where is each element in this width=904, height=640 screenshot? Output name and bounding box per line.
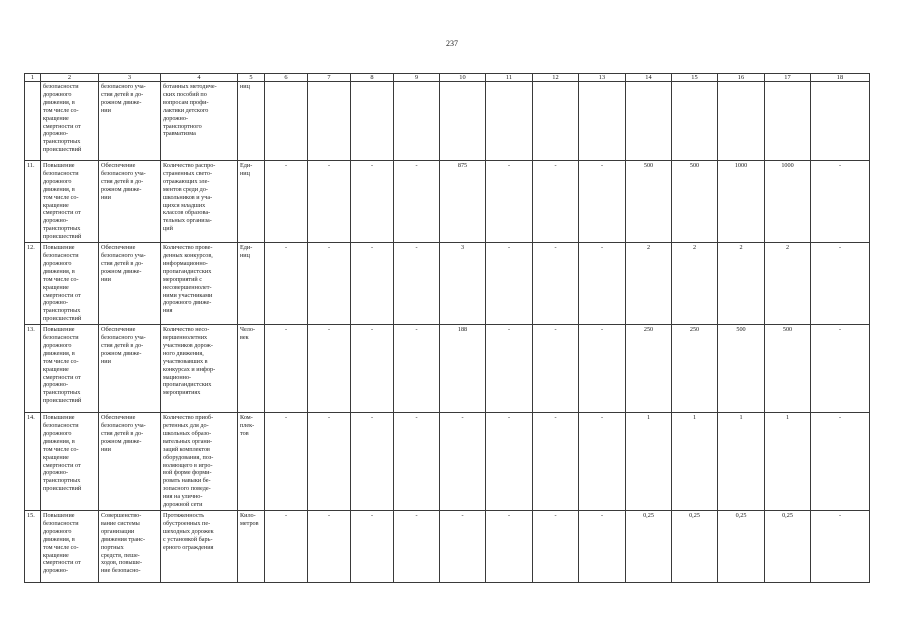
cell-line: кращение bbox=[43, 201, 69, 209]
cell-line: дорожного bbox=[43, 177, 72, 185]
cell-line: дорожно- bbox=[43, 130, 69, 138]
cell-line: Количество несо- bbox=[163, 326, 210, 334]
value-cell: 250 bbox=[672, 325, 718, 413]
value-cell: - bbox=[811, 161, 870, 243]
cell-line: травматизма bbox=[163, 130, 196, 138]
cell-line: воляющего в игро- bbox=[163, 461, 213, 469]
value-cell: 0,25 bbox=[672, 511, 718, 583]
cell-line: стия детей в до- bbox=[101, 341, 144, 349]
cell-line: Совершенство- bbox=[101, 512, 142, 519]
cell-line: лактики детского bbox=[163, 106, 209, 114]
value-cell: - bbox=[579, 161, 626, 243]
cell-line: транспортного bbox=[163, 122, 202, 130]
cell-line: плек- bbox=[240, 422, 255, 430]
cell-line: безопасного уча- bbox=[101, 422, 146, 430]
text-cell-c4 bbox=[161, 511, 238, 583]
cell-line: безопасного уча- bbox=[101, 83, 146, 90]
table-row bbox=[25, 243, 870, 325]
cell-line: происшествий bbox=[43, 315, 82, 323]
value-cell: 0,25 bbox=[718, 511, 765, 583]
value-cell: - bbox=[308, 325, 351, 413]
cell-line: дорожно- bbox=[43, 381, 69, 389]
cell-line: зопасного поведе- bbox=[163, 485, 211, 493]
text-cell-c5 bbox=[238, 82, 265, 161]
cell-line: движения, в bbox=[43, 185, 75, 193]
text-cell-c3 bbox=[99, 243, 161, 325]
header-cell: 11 bbox=[486, 74, 533, 82]
cell-line: рожном движе- bbox=[101, 98, 142, 106]
cell-line: безопасности bbox=[43, 519, 79, 527]
value-cell: 2 bbox=[765, 243, 811, 325]
value-cell: - bbox=[308, 413, 351, 511]
value-cell bbox=[579, 82, 626, 161]
header-cell: 18 bbox=[811, 74, 870, 82]
cell-line: дорожного движе- bbox=[163, 299, 212, 307]
text-cell-c3 bbox=[99, 161, 161, 243]
value-cell: 0,25 bbox=[626, 511, 672, 583]
value-cell bbox=[765, 82, 811, 161]
cell-line: пропагандистских bbox=[163, 267, 212, 275]
value-cell: - bbox=[811, 511, 870, 583]
cell-line: безопасности bbox=[43, 334, 79, 342]
value-cell: 1 bbox=[626, 413, 672, 511]
value-cell: - bbox=[579, 413, 626, 511]
row-number-cell bbox=[25, 82, 41, 161]
cell-line: Повышение bbox=[43, 512, 75, 519]
cell-line: ние безопасно- bbox=[101, 567, 141, 575]
cell-line: ного движения, bbox=[163, 349, 204, 357]
value-cell: - bbox=[811, 325, 870, 413]
text-cell-c3 bbox=[99, 325, 161, 413]
cell-line: дорожного bbox=[43, 259, 72, 267]
cell-line: транспортных bbox=[43, 307, 81, 315]
cell-line: стия детей в до- bbox=[101, 259, 144, 267]
cell-line: шеходных дорожек bbox=[163, 527, 214, 535]
cell-line: происшествий bbox=[43, 146, 82, 154]
cell-line: ниц bbox=[240, 83, 250, 90]
cell-line: обустроенных пе- bbox=[163, 519, 211, 527]
table-row bbox=[25, 82, 870, 161]
cell-line: транспортных bbox=[43, 138, 81, 146]
cell-line: смертности от bbox=[43, 461, 81, 469]
cell-line: смертности от bbox=[43, 373, 81, 381]
value-cell: - bbox=[351, 413, 394, 511]
text-cell-c5 bbox=[238, 161, 265, 243]
text-cell-c5 bbox=[238, 325, 265, 413]
cell-line: том числе со- bbox=[43, 106, 79, 114]
cell-line: вание системы bbox=[101, 519, 140, 527]
value-cell bbox=[351, 82, 394, 161]
cell-line: нии bbox=[101, 106, 111, 114]
cell-line: школьников и уча- bbox=[163, 193, 213, 201]
cell-line: Количество прове- bbox=[163, 244, 213, 252]
value-cell bbox=[672, 82, 718, 161]
table-row bbox=[25, 161, 870, 243]
row-number-cell: 14. bbox=[25, 413, 41, 511]
text-cell-c4 bbox=[161, 243, 238, 325]
value-cell: 500 bbox=[718, 325, 765, 413]
cell-line: кращение bbox=[43, 283, 69, 291]
value-cell bbox=[811, 82, 870, 161]
cell-line: вопросам профи- bbox=[163, 98, 209, 106]
cell-line: ниц bbox=[240, 251, 250, 259]
cell-line: щихся младших bbox=[163, 201, 206, 209]
cell-line: Повышение bbox=[43, 244, 75, 252]
cell-line: том числе со- bbox=[43, 357, 79, 365]
value-cell: 2 bbox=[626, 243, 672, 325]
cell-line: Обеспечение bbox=[101, 162, 136, 169]
cell-line: дорожно- bbox=[43, 217, 69, 225]
text-cell-c2 bbox=[41, 243, 99, 325]
cell-line: Обеспечение bbox=[101, 414, 136, 422]
text-cell-c3 bbox=[99, 82, 161, 161]
cell-line: ментов среди до- bbox=[163, 185, 208, 193]
cell-line: пропагандистских bbox=[163, 381, 212, 389]
header-cell: 17 bbox=[765, 74, 811, 82]
header-cell: 14 bbox=[626, 74, 672, 82]
cell-line: Протяженность bbox=[163, 512, 205, 519]
cell-line: ния bbox=[163, 307, 173, 315]
cell-line: дорожно- bbox=[163, 114, 189, 122]
cell-line: дорожно- bbox=[43, 567, 69, 575]
cell-line: безопасности bbox=[43, 169, 79, 177]
value-cell: - bbox=[351, 161, 394, 243]
cell-line: безопасного уча- bbox=[101, 334, 146, 342]
text-cell-c3 bbox=[99, 413, 161, 511]
value-cell: - bbox=[579, 243, 626, 325]
cell-line: кращение bbox=[43, 551, 69, 559]
value-cell: - bbox=[486, 511, 533, 583]
cell-line: том числе со- bbox=[43, 275, 79, 283]
cell-line: мероприятий с bbox=[163, 275, 203, 283]
value-cell: - bbox=[811, 413, 870, 511]
cell-line: движения, в bbox=[43, 535, 75, 543]
cell-line: рожном движе- bbox=[101, 267, 142, 275]
cell-line: дорожной сети bbox=[163, 501, 203, 509]
cell-line: ских пособий по bbox=[163, 90, 207, 98]
cell-line: с установкой барь- bbox=[163, 535, 213, 543]
value-cell: - bbox=[351, 511, 394, 583]
text-cell-c4 bbox=[161, 413, 238, 511]
value-cell: 3 bbox=[440, 243, 486, 325]
cell-line: участвовавших в bbox=[163, 357, 208, 365]
text-cell-c2 bbox=[41, 82, 99, 161]
value-cell: - bbox=[394, 161, 440, 243]
cell-line: безопасного уча- bbox=[101, 251, 146, 259]
value-cell: - bbox=[533, 511, 579, 583]
value-cell bbox=[533, 82, 579, 161]
cell-line: транспортных bbox=[43, 225, 81, 233]
cell-line: Количество приоб- bbox=[163, 414, 214, 422]
value-cell: - bbox=[265, 511, 308, 583]
cell-line: страненных свето- bbox=[163, 169, 212, 177]
cell-line: Ком- bbox=[240, 414, 253, 422]
header-cell: 3 bbox=[99, 74, 161, 82]
cell-line: движения, в bbox=[43, 98, 75, 106]
cell-line: движения, в bbox=[43, 267, 75, 275]
cell-line: средств, пеше- bbox=[101, 551, 140, 559]
cell-line: конкурсах и инфор- bbox=[163, 365, 216, 373]
value-cell: - bbox=[440, 511, 486, 583]
cell-line: нии bbox=[101, 275, 111, 283]
value-cell: - bbox=[265, 413, 308, 511]
value-cell: - bbox=[394, 243, 440, 325]
value-cell: 1000 bbox=[765, 161, 811, 243]
header-cell: 8 bbox=[351, 74, 394, 82]
cell-line: рожном движе- bbox=[101, 185, 142, 193]
text-cell-c4 bbox=[161, 82, 238, 161]
header-cell: 1 bbox=[25, 74, 41, 82]
value-cell bbox=[486, 82, 533, 161]
cell-line: несовершеннолет- bbox=[163, 283, 212, 291]
cell-line: метров bbox=[240, 519, 259, 527]
cell-line: Обеспечение bbox=[101, 244, 136, 252]
cell-line: том числе со- bbox=[43, 445, 79, 453]
value-cell: - bbox=[308, 243, 351, 325]
value-cell: - bbox=[265, 325, 308, 413]
cell-line: Количество распро- bbox=[163, 162, 216, 169]
value-cell: - bbox=[533, 243, 579, 325]
cell-line: смертности от bbox=[43, 122, 81, 130]
value-cell: - bbox=[265, 243, 308, 325]
cell-line: Еди- bbox=[240, 244, 253, 252]
value-cell: 500 bbox=[626, 161, 672, 243]
header-cell: 9 bbox=[394, 74, 440, 82]
value-cell: - bbox=[486, 243, 533, 325]
cell-line: дорожного bbox=[43, 90, 72, 98]
header-cell: 6 bbox=[265, 74, 308, 82]
value-cell: - bbox=[579, 511, 626, 583]
header-cell: 10 bbox=[440, 74, 486, 82]
header-cell: 16 bbox=[718, 74, 765, 82]
cell-line: вершеннолетних bbox=[163, 334, 208, 342]
cell-line: ций bbox=[163, 225, 173, 233]
header-row bbox=[25, 74, 870, 82]
cell-line: том числе со- bbox=[43, 193, 79, 201]
cell-line: нии bbox=[101, 357, 111, 365]
value-cell: 0,25 bbox=[765, 511, 811, 583]
cell-line: вательных органи- bbox=[163, 437, 213, 445]
text-cell-c3 bbox=[99, 511, 161, 583]
value-cell: 1 bbox=[718, 413, 765, 511]
value-cell: - bbox=[486, 161, 533, 243]
cell-line: безопасности bbox=[43, 251, 79, 259]
value-cell: - bbox=[533, 325, 579, 413]
cell-line: дорожно- bbox=[43, 469, 69, 477]
value-cell: - bbox=[351, 243, 394, 325]
cell-line: Еди- bbox=[240, 162, 253, 169]
header-cell: 13 bbox=[579, 74, 626, 82]
cell-line: век bbox=[240, 334, 249, 342]
cell-line: движения, в bbox=[43, 437, 75, 445]
value-cell: - bbox=[579, 325, 626, 413]
value-cell bbox=[718, 82, 765, 161]
cell-line: дорожного bbox=[43, 527, 72, 535]
cell-line: тельных организа- bbox=[163, 217, 212, 225]
text-cell-c2 bbox=[41, 511, 99, 583]
cell-line: мероприятиях bbox=[163, 389, 201, 397]
text-cell-c2 bbox=[41, 413, 99, 511]
header-cell: 12 bbox=[533, 74, 579, 82]
header-cell: 2 bbox=[41, 74, 99, 82]
cell-line: Обеспечение bbox=[101, 326, 136, 334]
cell-line: ерного ограждения bbox=[163, 543, 214, 551]
header-cell: 7 bbox=[308, 74, 351, 82]
cell-line: ходов, повыше- bbox=[101, 559, 143, 567]
cell-line: рожном движе- bbox=[101, 437, 142, 445]
cell-line: нии bbox=[101, 193, 111, 201]
cell-line: участников дорож- bbox=[163, 341, 213, 349]
value-cell: 1 bbox=[765, 413, 811, 511]
cell-line: портных bbox=[101, 543, 124, 551]
value-cell: - bbox=[533, 413, 579, 511]
value-cell: - bbox=[265, 161, 308, 243]
value-cell: - bbox=[440, 413, 486, 511]
cell-line: школьных образо- bbox=[163, 429, 212, 437]
value-cell bbox=[440, 82, 486, 161]
header-cell: 5 bbox=[238, 74, 265, 82]
cell-line: ботанных методиче- bbox=[163, 83, 217, 90]
value-cell: - bbox=[486, 413, 533, 511]
cell-line: классов образова- bbox=[163, 209, 211, 217]
value-cell: 500 bbox=[672, 161, 718, 243]
cell-line: безопасности bbox=[43, 83, 79, 90]
cell-line: организации bbox=[101, 527, 135, 535]
cell-line: Повышение bbox=[43, 162, 75, 169]
cell-line: заций комплектов bbox=[163, 445, 210, 453]
text-cell-c5 bbox=[238, 511, 265, 583]
cell-line: оборудования, поз- bbox=[163, 453, 214, 461]
cell-line: безопасного уча- bbox=[101, 169, 146, 177]
value-cell bbox=[265, 82, 308, 161]
value-cell: - bbox=[351, 325, 394, 413]
text-cell-c4 bbox=[161, 325, 238, 413]
row-number-cell: 12. bbox=[25, 243, 41, 325]
cell-line: Чело- bbox=[240, 326, 256, 334]
cell-line: смертности от bbox=[43, 559, 81, 567]
value-cell: 2 bbox=[718, 243, 765, 325]
cell-line: кращение bbox=[43, 365, 69, 373]
cell-line: Повышение bbox=[43, 414, 75, 422]
cell-line: смертности от bbox=[43, 291, 81, 299]
cell-line: безопасности bbox=[43, 422, 79, 430]
cell-line: дорожного bbox=[43, 341, 72, 349]
value-cell: 188 bbox=[440, 325, 486, 413]
cell-line: транспортных bbox=[43, 389, 81, 397]
table-row bbox=[25, 325, 870, 413]
cell-line: стия детей в до- bbox=[101, 90, 144, 98]
value-cell: - bbox=[533, 161, 579, 243]
value-cell: - bbox=[394, 413, 440, 511]
cell-line: ними участниками bbox=[163, 291, 213, 299]
cell-line: отражающих эле- bbox=[163, 177, 210, 185]
value-cell bbox=[308, 82, 351, 161]
cell-line: транспортных bbox=[43, 477, 81, 485]
value-cell: - bbox=[308, 161, 351, 243]
value-cell: 250 bbox=[626, 325, 672, 413]
row-number-cell: 11. bbox=[25, 161, 41, 243]
value-cell: 2 bbox=[672, 243, 718, 325]
table-row bbox=[25, 511, 870, 583]
cell-line: денных конкурсов, bbox=[163, 251, 213, 259]
cell-line: вой форме форми- bbox=[163, 469, 212, 477]
page-number: 237 bbox=[446, 39, 458, 48]
cell-line: дорожного bbox=[43, 429, 72, 437]
cell-line: мационно- bbox=[163, 373, 192, 381]
value-cell: - bbox=[394, 325, 440, 413]
cell-line: дорожно- bbox=[43, 299, 69, 307]
value-cell: - bbox=[308, 511, 351, 583]
cell-line: ретенных для до- bbox=[163, 422, 209, 430]
text-cell-c2 bbox=[41, 325, 99, 413]
cell-line: стия детей в до- bbox=[101, 429, 144, 437]
cell-line: ниц bbox=[240, 169, 250, 177]
cell-line: смертности от bbox=[43, 209, 81, 217]
cell-line: движения транс- bbox=[101, 535, 146, 543]
value-cell: 500 bbox=[765, 325, 811, 413]
cell-line: рожном движе- bbox=[101, 349, 142, 357]
cell-line: Кило- bbox=[240, 512, 256, 519]
cell-line: происшествий bbox=[43, 485, 82, 493]
cell-line: Повышение bbox=[43, 326, 75, 334]
header-cell: 15 bbox=[672, 74, 718, 82]
value-cell bbox=[394, 82, 440, 161]
cell-line: ния на улично- bbox=[163, 493, 203, 501]
cell-line: тов bbox=[240, 429, 249, 437]
indicator-table bbox=[24, 73, 870, 583]
cell-line: движения, в bbox=[43, 349, 75, 357]
value-cell bbox=[626, 82, 672, 161]
text-cell-c5 bbox=[238, 413, 265, 511]
value-cell: - bbox=[486, 325, 533, 413]
value-cell: - bbox=[811, 243, 870, 325]
cell-line: кращение bbox=[43, 114, 69, 122]
text-cell-c2 bbox=[41, 161, 99, 243]
cell-line: ровать навыки бе- bbox=[163, 477, 211, 485]
row-number-cell: 13. bbox=[25, 325, 41, 413]
cell-line: стия детей в до- bbox=[101, 177, 144, 185]
value-cell: - bbox=[394, 511, 440, 583]
cell-line: нии bbox=[101, 445, 111, 453]
value-cell: 1000 bbox=[718, 161, 765, 243]
value-cell: 875 bbox=[440, 161, 486, 243]
cell-line: происшествий bbox=[43, 397, 82, 405]
cell-line: кращение bbox=[43, 453, 69, 461]
header-cell: 4 bbox=[161, 74, 238, 82]
table-row bbox=[25, 413, 870, 511]
cell-line: том числе со- bbox=[43, 543, 79, 551]
text-cell-c4 bbox=[161, 161, 238, 243]
row-number-cell: 15. bbox=[25, 511, 41, 583]
cell-line: информационно- bbox=[163, 259, 208, 267]
text-cell-c5 bbox=[238, 243, 265, 325]
cell-line: происшествий bbox=[43, 233, 82, 241]
value-cell: 1 bbox=[672, 413, 718, 511]
